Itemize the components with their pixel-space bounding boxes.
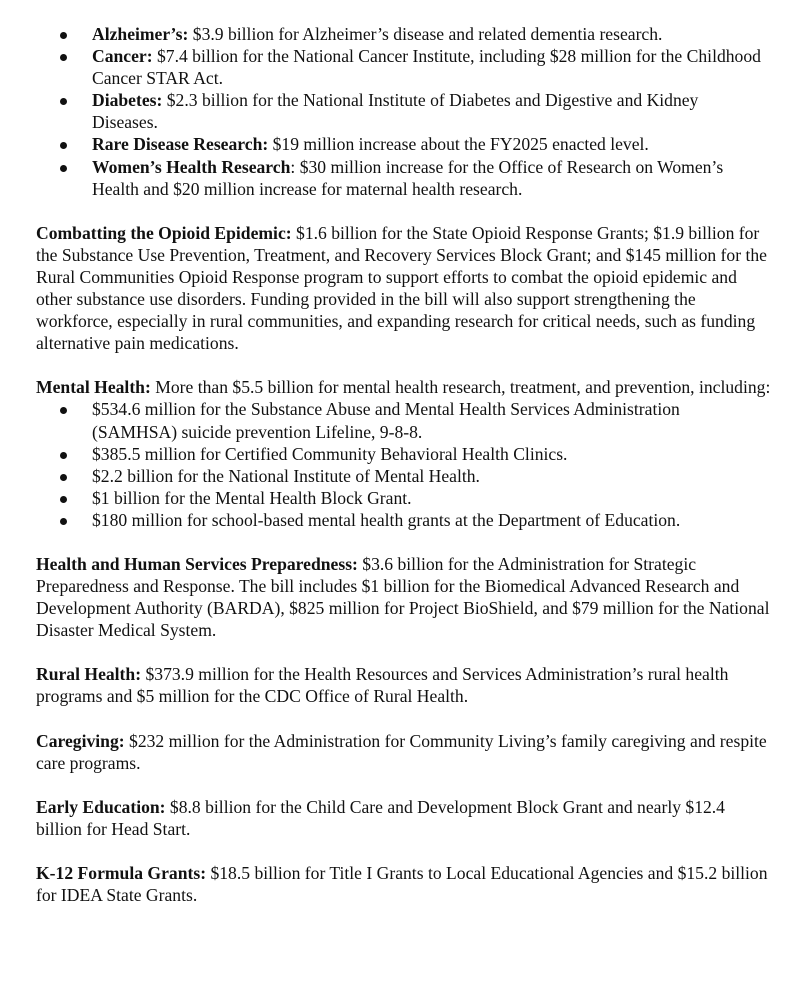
list-item	[0, 156, 800, 200]
opioid-heading: Combatting the Opioid Epidemic:	[36, 222, 292, 243]
bullet-icon	[60, 165, 67, 172]
preparedness-text: $3.6 billion for the Administration for Strategic Preparedness and Response. The bill includes $1 billion for the Biomedical Advanced Research and Development Authority (BARDA), $825 million for Project BioShield, and $79 million for the National Disaster Medical System.	[36, 553, 770, 641]
bullet-icon	[60, 496, 67, 503]
k12-paragraph	[0, 862, 800, 906]
caregiving-heading: Caregiving:	[36, 730, 125, 751]
list-item	[0, 133, 800, 155]
item-term: Diabetes:	[92, 90, 163, 111]
k12-text: $18.5 billion for Title I Grants to Local Educational Agencies and $15.2 billion for IDEA State Grants.	[36, 862, 768, 905]
mental-health-paragraph	[0, 376, 800, 398]
bullet-icon	[60, 98, 67, 105]
list-item	[0, 509, 800, 531]
item-text: $1 billion for the Mental Health Block Grant.	[92, 487, 412, 508]
opioid-text: $1.6 billion for the State Opioid Response Grants; $1.9 billion for the Substance Use Prevention, Treatment, and Recovery Services Block Grant; and $145 million for the Rural Communities Opioid Response program to support efforts to combat the opioid epidemic and other substance use disorders. Funding provided in the bill will also support strengthening the workforce, especially in rural communities, and expanding research for critical needs, such as funding alternative pain medications.	[36, 222, 767, 354]
item-text: : $30 million increase for the Office of Research on Women’s Health and $20 million increase for maternal health research.	[92, 156, 724, 199]
item-term: Alzheimer’s:	[92, 24, 189, 44]
item-term: Cancer:	[92, 46, 153, 67]
list-item	[0, 89, 800, 133]
opioid-paragraph	[0, 222, 800, 355]
preparedness-paragraph	[0, 553, 800, 641]
list-item	[0, 23, 800, 45]
rural-health-paragraph	[0, 663, 800, 707]
item-text: $180 million for school-based mental health grants at the Department of Education.	[92, 509, 681, 530]
early-education-heading: Early Education:	[36, 796, 166, 817]
item-text: $2.2 billion for the National Institute of Mental Health.	[92, 465, 480, 486]
item-text: $19 million increase about the FY2025 enacted level.	[268, 134, 649, 155]
bullet-icon	[60, 518, 67, 525]
item-text: $2.3 billion for the National Institute of Diabetes and Digestive and Kidney Diseases.	[92, 90, 699, 133]
k12-heading: K-12 Formula Grants:	[36, 862, 207, 883]
bullet-icon	[60, 452, 67, 459]
item-term: Women’s Health Research	[92, 156, 291, 177]
bullet-icon	[60, 32, 67, 39]
preparedness-heading: Health and Human Services Preparedness:	[36, 553, 358, 574]
item-text: $534.6 million for the Substance Abuse and Mental Health Services Administration (SAMHSA) suicide prevention Lifeline, 9-8-8.	[92, 399, 680, 442]
list-item	[0, 465, 800, 487]
mental-health-list	[0, 398, 800, 531]
caregiving-paragraph	[0, 730, 800, 774]
bullet-icon	[60, 142, 67, 149]
bullet-icon	[60, 474, 67, 481]
early-education-paragraph	[0, 796, 800, 840]
rural-health-heading: Rural Health:	[36, 664, 142, 685]
item-text: $7.4 billion for the National Cancer Institute, including $28 million for the Childhood Cancer STAR Act.	[92, 46, 761, 89]
list-item	[0, 45, 800, 89]
early-education-text: $8.8 billion for the Child Care and Development Block Grant and nearly $12.4 billion for Head Start.	[36, 796, 725, 839]
list-item	[0, 443, 800, 465]
list-item	[0, 487, 800, 509]
item-term: Rare Disease Research:	[92, 134, 269, 155]
bullet-icon	[60, 54, 67, 61]
list-item	[0, 398, 800, 442]
item-text: $3.9 billion for Alzheimer’s disease and related dementia research.	[188, 24, 663, 44]
research-funding-list	[0, 23, 800, 200]
caregiving-text: $232 million for the Administration for Community Living’s family caregiving and respite care programs.	[36, 730, 767, 773]
mental-health-heading: Mental Health:	[36, 377, 151, 398]
bullet-icon	[60, 407, 67, 414]
mental-health-text: More than $5.5 billion for mental health research, treatment, and prevention, including:	[150, 377, 771, 398]
rural-health-text: $373.9 million for the Health Resources and Services Administration’s rural health programs and $5 million for the CDC Office of Rural Health.	[36, 664, 729, 707]
item-text: $385.5 million for Certified Community Behavioral Health Clinics.	[92, 443, 568, 464]
